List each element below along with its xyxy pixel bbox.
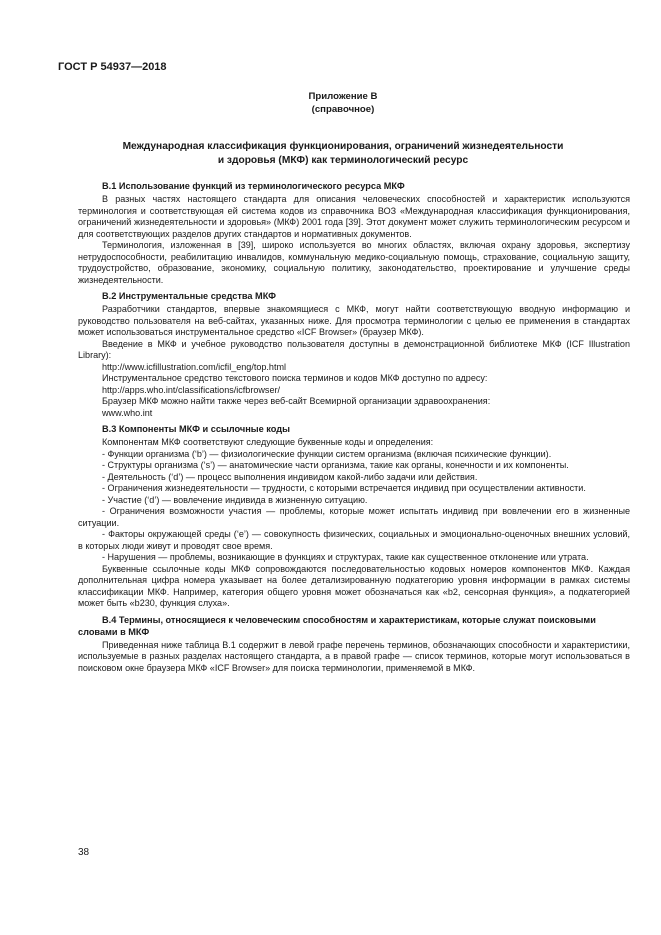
section-b2-paragraph: Браузер МКФ можно найти также через веб-сайт Всемирной организации здравоохранения:: [102, 396, 491, 406]
list-item: - Ограничения возможности участия — проблемы, которые может испытать индивид при вовлечении его в жизненные ситуации.: [78, 506, 630, 528]
section-b4-heading: В.4 Термины, относящиеся к человеческим способностям и характеристикам, которые служат поисковыми словами в МКФ: [78, 614, 596, 637]
annex-title: [58, 140, 628, 167]
icf-browser-url: http://apps.who.int/classifications/icfbrowser/: [102, 384, 281, 395]
who-url: www.who.int: [102, 407, 153, 418]
section-b1-paragraph: Терминология, изложенная в [39], широко используется во многих областях, включая охрану здоровья, экспертизу нетрудоспособности, реабилитацию инвалидов, коммунальную медико-социальную помощь, страхование, социальную защиту, трудоустройство, образование, экономику, социальную политику, законодательство, проектирование и улучшение среды жизнедеятельности.: [78, 240, 630, 285]
document-body: [78, 180, 630, 674]
section-b2-paragraph: Введение в МКФ и учебное руководство пользователя доступны в демонстрационной библиотеке МКФ (ICF Illustration Library):: [78, 338, 630, 360]
section-b3-paragraph: Буквенные ссылочные коды МКФ сопровождаются последовательностью кодовых номеров компонентов МКФ. Каждая дополнительная цифра номера указывает на более детализированную подкатегорию уровня информации в рамках системы классификации МКФ. Например, категория общего уровня может обозначаться как «b2, сенсорная функция», а подкатегорией может быть «b230, функция слуха».: [78, 563, 630, 608]
list-item: - Участие (‘d’) — вовлечение индивида в жизненную ситуацию.: [102, 494, 368, 505]
section-b1-paragraph: В разных частях настоящего стандарта для описания человеческих способностей и характеристик используются терминология и соответствующая ей система кодов из справочника ВОЗ «Международная классификация функционирования, ограничений жизнедеятельности и здоровья» (МКФ) 2001 года [39]. Этот документ может служить терминологическим ресурсом и для соответствующих разделов других стандартов и нормативных документов.: [78, 194, 630, 239]
annex-type: (справочное): [311, 103, 375, 115]
section-b2-paragraph: Разработчики стандартов, впервые знакомящиеся с МКФ, могут найти соответствующую вводную информацию и руководство пользователя на веб-сайтах, указанных ниже. Для просмотра терминологии с целью ее применения в стандартах может использоваться инструментальное средство «ICF Browser» (браузер МКФ).: [78, 304, 630, 337]
icf-illustration-url: http://www.icfillustration.com/icfil_eng/top.html: [102, 361, 287, 372]
section-b3-intro: Компонентам МКФ соответствуют следующие буквенные коды и определения:: [102, 437, 434, 447]
annex-title-line2: и здоровья (МКФ) как терминологический ресурс: [217, 154, 469, 166]
list-item: - Нарушения — проблемы, возникающие в функциях и структурах, такие как существенное отклонение или утрата.: [102, 552, 589, 562]
annex-heading: [58, 91, 628, 116]
annex-title-line1: Международная классификация функционирования, ограничений жизнедеятельности: [122, 141, 564, 152]
section-b3-heading: В.3 Компоненты МКФ и ссылочные коды: [102, 424, 290, 434]
page-number: 38: [78, 847, 90, 858]
list-item: - Факторы окружающей среды (‘e’) — совокупность физических, социальных и эмоционально-оценочных внешних условий, в которых люди живут и проводят свое время.: [78, 529, 630, 551]
annex-label: Приложение В: [308, 91, 378, 102]
section-b1-heading: В.1 Использование функций из терминологического ресурса МКФ: [102, 181, 405, 191]
list-item: - Ограничения жизнедеятельности — трудности, с которыми встречается индивид при осуществлении активности.: [102, 483, 586, 493]
standard-header: ГОСТ Р 54937—2018: [58, 61, 167, 73]
section-b4-paragraph: Приведенная ниже таблица В.1 содержит в левой графе перечень терминов, обозначающих способности и характеристики, используемые в разных разделах настоящего стандарта, а в правой графе — список терминов, которые могут использоваться в поисковом окне браузера МКФ «ICF Browser» для поиска терминологии, применяемой в МКФ.: [78, 639, 630, 673]
section-b2-paragraph: Инструментальное средство текстового поиска терминов и кодов МКФ доступно по адресу:: [102, 373, 488, 383]
list-item: - Функции организма (‘b’) — физиологические функции систем организма (включая психические функции).: [102, 448, 552, 459]
list-item: - Деятельность (‘d’) — процесс выполнения индивидом какой-либо задачи или действия.: [102, 471, 478, 482]
list-item: - Структуры организма (‘s’) — анатомические части организма, такие как органы, конечности и их компоненты.: [102, 460, 569, 470]
section-b2-heading: В.2 Инструментальные средства МКФ: [102, 291, 277, 301]
